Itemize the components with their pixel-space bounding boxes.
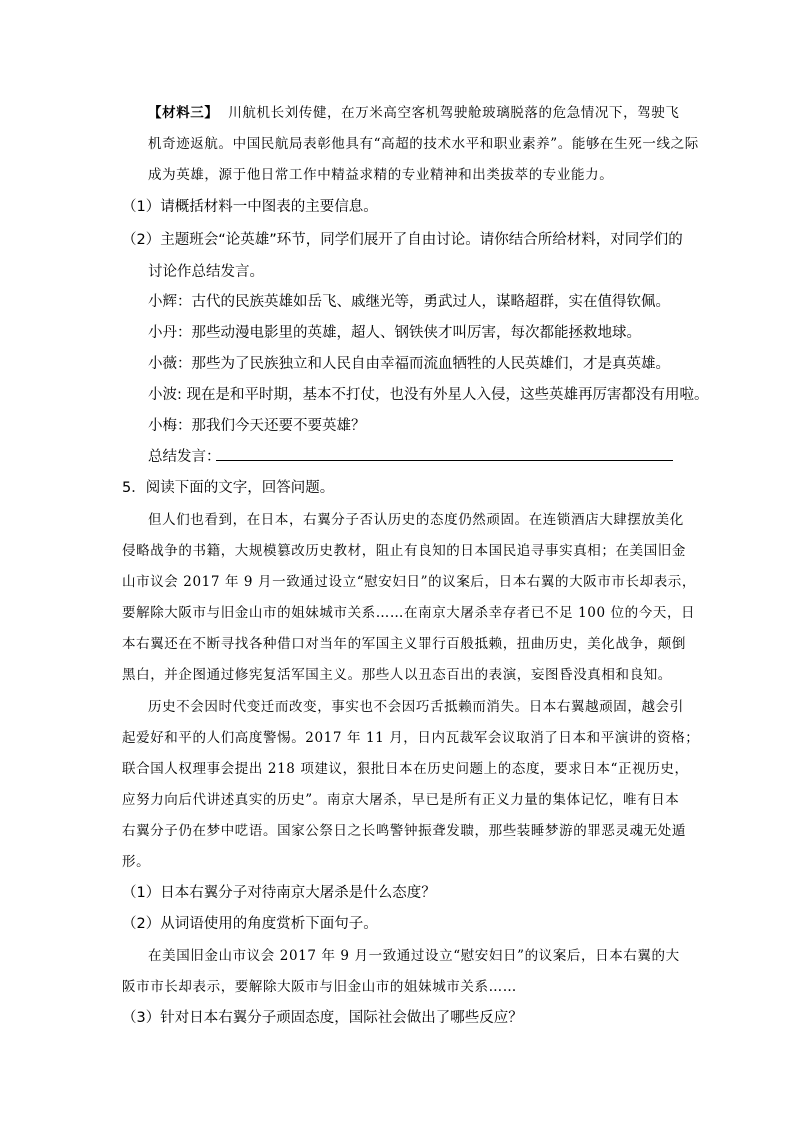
dialogue-xiaobo: 小波: 现在是和平时期，基本不打仗，也没有外星人入侵，这些英雄再厉害都没有用啦。 bbox=[148, 387, 709, 403]
passage-line: 起爱好和平的人们高度警惕。2017 年 11 月，日内瓦裁军会议取消了日本和平演讲的资格； bbox=[122, 730, 700, 746]
summary-label: 总结发言： bbox=[148, 449, 221, 465]
passage-line: 要解除大阪市与旧金山市的姐妹城市关系……在南京大屠杀幸存者已不足 100 位的今天，日 bbox=[122, 605, 696, 621]
question-4-1: （1）请概括材料一中图表的主要信息。 bbox=[122, 199, 378, 215]
passage-line: 但人们也看到，在日本，右翼分子否认历史的态度仍然顽固。在连锁酒店大肆摆放美化 bbox=[148, 512, 684, 528]
question-5-1: （1）日本右翼分子对待南京大屠杀是什么态度？ bbox=[122, 885, 436, 901]
passage-line: 山市议会 2017 年 9 月一致通过设立“慰安妇日”的议案后，日本右翼的大阪市市长却表示， bbox=[122, 574, 697, 590]
passage-line: 侵略战争的书籍，大规模篡改历史教材，阻止有良知的日本国民追寻事实真相；在美国旧金 bbox=[122, 543, 686, 559]
answer-blank-line bbox=[216, 460, 673, 461]
question-5-2: （2）从词语使用的角度赏析下面句子。 bbox=[122, 916, 378, 932]
material-label: 【材料三】 bbox=[148, 105, 219, 121]
quoted-sentence-line: 阪市市长却表示，要解除大阪市与旧金山市的姐妹城市关系…… bbox=[122, 979, 517, 995]
passage-line: 历史不会因时代变迁而改变，事实也不会因巧舌抵赖而消失。日本右翼越顽固，越会引 bbox=[148, 699, 684, 715]
question-5-3: （3）针对日本右翼分子顽固态度，国际社会做出了哪些反应？ bbox=[122, 1010, 523, 1026]
dialogue-xiaohui: 小辉：古代的民族英雄如岳飞、戚继光等，勇武过人，谋略超群，实在值得钦佩。 bbox=[148, 294, 670, 310]
question-4-2-cont: 讨论作总结发言。 bbox=[148, 264, 264, 280]
passage-line: 联合国人权理事会提出 218 项建议，狠批日本在历史问题上的态度，要求日本“正视历史， bbox=[122, 761, 689, 777]
material-text-line: 川航机长刘传健，在万米高空客机驾驶舱玻璃脱落的危急情况下，驾驶飞 bbox=[228, 105, 680, 121]
quoted-sentence-line: 在美国旧金山市议会 2017 年 9 月一致通过设立“慰安妇日”的议案后，日本右翼的大 bbox=[148, 948, 680, 964]
dialogue-xiaowei: 小薇：那些为了民族独立和人民自由幸福而流血牺牲的人民英雄们，才是真英雄。 bbox=[148, 356, 670, 372]
passage-line: 应努力向后代讲述真实的历史”。南京大屠杀，早已是所有正义力量的集体记忆，唯有日本 bbox=[122, 792, 680, 808]
passage-line: 右翼分子仍在梦中呓语。国家公祭日之长鸣警钟振聋发聩，那些装睡梦游的罪恶灵魂无处遁 bbox=[122, 823, 686, 839]
question-4-2: （2）主题班会“论英雄”环节，同学们展开了自由讨论。请你结合所给材料，对同学们的 bbox=[122, 232, 683, 248]
material-paragraph bbox=[148, 103, 680, 123]
question-5-heading: 5．阅读下面的文字，回答问题。 bbox=[122, 480, 335, 496]
passage-line: 黑白，并企图通过修宪复活军国主义。那些人以丑态百出的表演，妄图昏没真相和良知。 bbox=[122, 667, 672, 683]
dialogue-xiaomei: 小梅：那我们今天还要不要英雄？ bbox=[148, 418, 366, 434]
material-text-line: 机奇迹返航。中国民航局表彰他具有“高超的技术水平和职业素养”。能够在生死一线之际 bbox=[148, 136, 699, 152]
dialogue-xiaodan: 小丹：那些动漫电影里的英雄，超人、钢铁侠才叫厉害，每次都能拯救地球。 bbox=[148, 325, 641, 341]
passage-line: 形。 bbox=[122, 854, 151, 870]
material-text-line: 成为英雄，源于他日常工作中精益求精的专业精神和出类拔萃的专业能力。 bbox=[148, 167, 614, 183]
passage-line: 本右翼还在不断寻找各种借口对当年的军国主义罪行百般抵赖，扭曲历史，美化战争，颠倒 bbox=[122, 636, 686, 652]
